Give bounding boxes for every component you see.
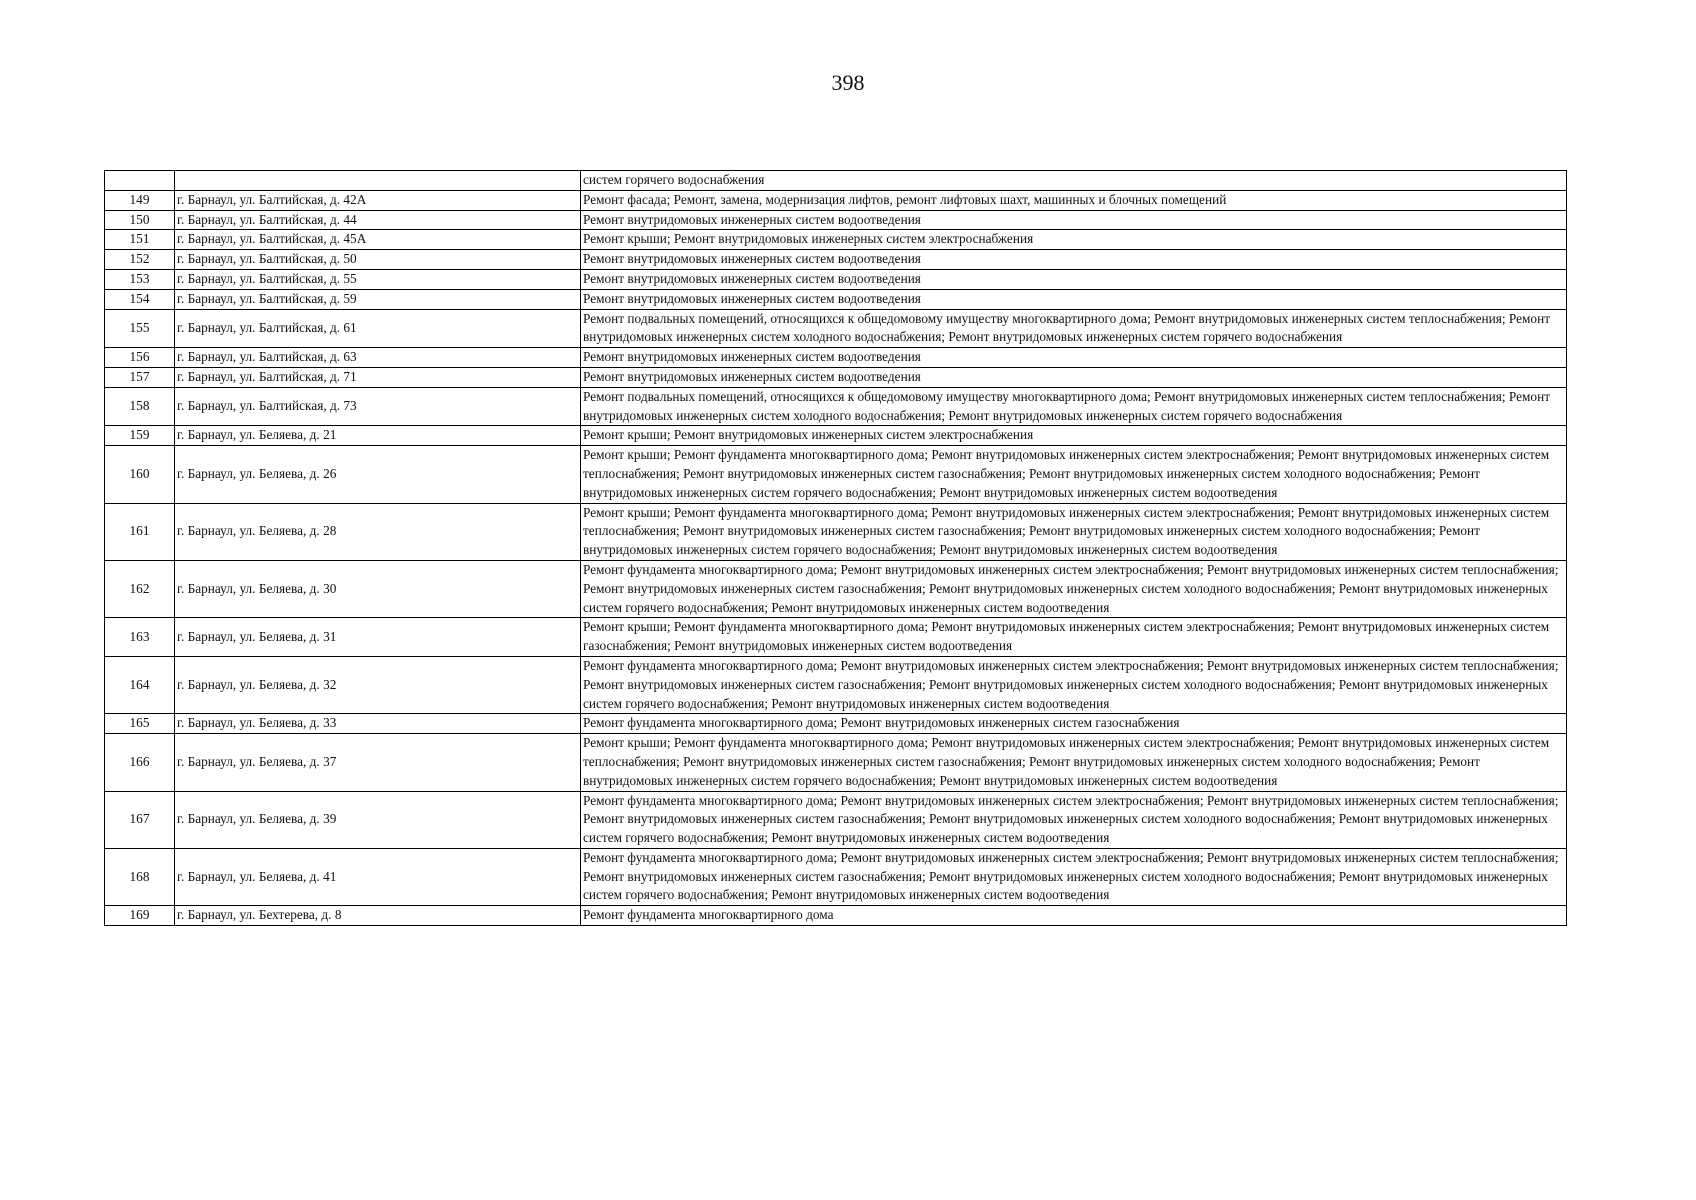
works-cell: Ремонт крыши; Ремонт внутридомовых инженерных систем электроснабжения (581, 230, 1567, 250)
table-row (105, 906, 1567, 926)
address-cell: г. Барнаул, ул. Беляева, д. 30 (175, 560, 581, 617)
works-cell: Ремонт подвальных помещений, относящихся к общедомовому имуществу многоквартирного дома; Ремонт внутридомовых инженерных систем теплоснабжения; Ремонт внутридомовых инженерных систем холодного водоснабжения; Ремонт внутридомовых инженерных систем горячего водоснабжения (581, 309, 1567, 348)
address-cell: г. Барнаул, ул. Балтийская, д. 59 (175, 289, 581, 309)
row-number-cell: 152 (105, 250, 175, 270)
row-number-cell: 150 (105, 210, 175, 230)
address-cell: г. Барнаул, ул. Беляева, д. 31 (175, 618, 581, 657)
row-number-cell: 159 (105, 426, 175, 446)
works-cell: Ремонт внутридомовых инженерных систем водоотведения (581, 210, 1567, 230)
works-cell: Ремонт крыши; Ремонт внутридомовых инженерных систем электроснабжения (581, 426, 1567, 446)
repair-registry-table (104, 170, 1567, 926)
row-number-cell: 153 (105, 269, 175, 289)
table-row (105, 560, 1567, 617)
table-row (105, 848, 1567, 905)
address-cell: г. Барнаул, ул. Беляева, д. 32 (175, 656, 581, 713)
address-cell: г. Барнаул, ул. Балтийская, д. 44 (175, 210, 581, 230)
row-number-cell: 154 (105, 289, 175, 309)
table-row (105, 210, 1567, 230)
address-cell: г. Барнаул, ул. Балтийская, д. 42А (175, 190, 581, 210)
table-row (105, 446, 1567, 503)
table-row (105, 190, 1567, 210)
table-row (105, 656, 1567, 713)
address-cell: г. Барнаул, ул. Беляева, д. 26 (175, 446, 581, 503)
row-number-cell: 160 (105, 446, 175, 503)
works-cell: Ремонт фундамента многоквартирного дома; Ремонт внутридомовых инженерных систем электроснабжения; Ремонт внутридомовых инженерных систем теплоснабжения; Ремонт внутридомовых инженерных систем газоснабжения; Ремонт внутридомовых инженерных систем холодного водоснабжения; Ремонт внутридомовых инженерных систем горячего водоснабжения; Ремонт внутридомовых инженерных систем водоотведения (581, 560, 1567, 617)
works-cell: Ремонт крыши; Ремонт фундамента многоквартирного дома; Ремонт внутридомовых инженерных систем электроснабжения; Ремонт внутридомовых инженерных систем теплоснабжения; Ремонт внутридомовых инженерных систем газоснабжения; Ремонт внутридомовых инженерных систем холодного водоснабжения; Ремонт внутридомовых инженерных систем горячего водоснабжения; Ремонт внутридомовых инженерных систем водоотведения (581, 503, 1567, 560)
table-row (105, 618, 1567, 657)
row-number-cell: 157 (105, 367, 175, 387)
row-number-cell: 149 (105, 190, 175, 210)
table-row (105, 348, 1567, 368)
address-cell: г. Барнаул, ул. Балтийская, д. 55 (175, 269, 581, 289)
row-number-cell: 165 (105, 714, 175, 734)
table-row (105, 250, 1567, 270)
table-row (105, 714, 1567, 734)
address-cell: г. Барнаул, ул. Балтийская, д. 63 (175, 348, 581, 368)
address-cell: г. Барнаул, ул. Беляева, д. 21 (175, 426, 581, 446)
works-cell: Ремонт крыши; Ремонт фундамента многоквартирного дома; Ремонт внутридомовых инженерных систем электроснабжения; Ремонт внутридомовых инженерных систем газоснабжения; Ремонт внутридомовых инженерных систем водоотведения (581, 618, 1567, 657)
table-row (105, 309, 1567, 348)
works-cell: систем горячего водоснабжения (581, 171, 1567, 191)
address-cell: г. Барнаул, ул. Балтийская, д. 73 (175, 387, 581, 426)
row-number-cell: 155 (105, 309, 175, 348)
works-cell: Ремонт внутридомовых инженерных систем водоотведения (581, 269, 1567, 289)
row-number-cell: 151 (105, 230, 175, 250)
address-cell: г. Барнаул, ул. Балтийская, д. 61 (175, 309, 581, 348)
address-cell: г. Барнаул, ул. Балтийская, д. 45А (175, 230, 581, 250)
address-cell: г. Барнаул, ул. Бехтерева, д. 8 (175, 906, 581, 926)
address-cell: г. Барнаул, ул. Беляева, д. 41 (175, 848, 581, 905)
table-row (105, 426, 1567, 446)
row-number-cell: 166 (105, 734, 175, 791)
row-number-cell: 161 (105, 503, 175, 560)
table-row (105, 387, 1567, 426)
table-row (105, 171, 1567, 191)
row-number-cell: 163 (105, 618, 175, 657)
row-number-cell: 158 (105, 387, 175, 426)
address-cell: г. Барнаул, ул. Беляева, д. 28 (175, 503, 581, 560)
works-cell: Ремонт внутридомовых инженерных систем водоотведения (581, 348, 1567, 368)
works-cell: Ремонт внутридомовых инженерных систем водоотведения (581, 250, 1567, 270)
works-cell: Ремонт крыши; Ремонт фундамента многоквартирного дома; Ремонт внутридомовых инженерных систем электроснабжения; Ремонт внутридомовых инженерных систем теплоснабжения; Ремонт внутридомовых инженерных систем газоснабжения; Ремонт внутридомовых инженерных систем холодного водоснабжения; Ремонт внутридомовых инженерных систем горячего водоснабжения; Ремонт внутридомовых инженерных систем водоотведения (581, 446, 1567, 503)
row-number-cell: 167 (105, 791, 175, 848)
table-row (105, 503, 1567, 560)
address-cell: г. Барнаул, ул. Балтийская, д. 71 (175, 367, 581, 387)
works-cell: Ремонт фундамента многоквартирного дома; Ремонт внутридомовых инженерных систем электроснабжения; Ремонт внутридомовых инженерных систем теплоснабжения; Ремонт внутридомовых инженерных систем газоснабжения; Ремонт внутридомовых инженерных систем холодного водоснабжения; Ремонт внутридомовых инженерных систем горячего водоснабжения; Ремонт внутридомовых инженерных систем водоотведения (581, 791, 1567, 848)
works-cell: Ремонт фасада; Ремонт, замена, модернизация лифтов, ремонт лифтовых шахт, машинных и блочных помещений (581, 190, 1567, 210)
works-cell: Ремонт фундамента многоквартирного дома; Ремонт внутридомовых инженерных систем газоснабжения (581, 714, 1567, 734)
address-cell: г. Барнаул, ул. Беляева, д. 37 (175, 734, 581, 791)
row-number-cell: 156 (105, 348, 175, 368)
address-cell: г. Барнаул, ул. Беляева, д. 33 (175, 714, 581, 734)
row-number-cell: 169 (105, 906, 175, 926)
works-cell: Ремонт крыши; Ремонт фундамента многоквартирного дома; Ремонт внутридомовых инженерных систем электроснабжения; Ремонт внутридомовых инженерных систем теплоснабжения; Ремонт внутридомовых инженерных систем газоснабжения; Ремонт внутридомовых инженерных систем холодного водоснабжения; Ремонт внутридомовых инженерных систем горячего водоснабжения; Ремонт внутридомовых инженерных систем водоотведения (581, 734, 1567, 791)
works-cell: Ремонт фундамента многоквартирного дома (581, 906, 1567, 926)
address-cell: г. Барнаул, ул. Беляева, д. 39 (175, 791, 581, 848)
table-row (105, 791, 1567, 848)
table-row (105, 269, 1567, 289)
page-number: 398 (831, 70, 865, 95)
row-number-cell: 164 (105, 656, 175, 713)
works-cell: Ремонт подвальных помещений, относящихся к общедомовому имуществу многоквартирного дома; Ремонт внутридомовых инженерных систем теплоснабжения; Ремонт внутридомовых инженерных систем холодного водоснабжения; Ремонт внутридомовых инженерных систем горячего водоснабжения (581, 387, 1567, 426)
works-cell: Ремонт фундамента многоквартирного дома; Ремонт внутридомовых инженерных систем электроснабжения; Ремонт внутридомовых инженерных систем теплоснабжения; Ремонт внутридомовых инженерных систем газоснабжения; Ремонт внутридомовых инженерных систем холодного водоснабжения; Ремонт внутридомовых инженерных систем горячего водоснабжения; Ремонт внутридомовых инженерных систем водоотведения (581, 656, 1567, 713)
address-cell: г. Барнаул, ул. Балтийская, д. 50 (175, 250, 581, 270)
table-row (105, 289, 1567, 309)
table-row (105, 367, 1567, 387)
row-number-cell (105, 171, 175, 191)
row-number-cell: 162 (105, 560, 175, 617)
table-row (105, 230, 1567, 250)
address-cell (175, 171, 581, 191)
works-cell: Ремонт внутридомовых инженерных систем водоотведения (581, 367, 1567, 387)
works-cell: Ремонт внутридомовых инженерных систем водоотведения (581, 289, 1567, 309)
works-cell: Ремонт фундамента многоквартирного дома; Ремонт внутридомовых инженерных систем электроснабжения; Ремонт внутридомовых инженерных систем теплоснабжения; Ремонт внутридомовых инженерных систем газоснабжения; Ремонт внутридомовых инженерных систем холодного водоснабжения; Ремонт внутридомовых инженерных систем горячего водоснабжения; Ремонт внутридомовых инженерных систем водоотведения (581, 848, 1567, 905)
row-number-cell: 168 (105, 848, 175, 905)
table-row (105, 734, 1567, 791)
